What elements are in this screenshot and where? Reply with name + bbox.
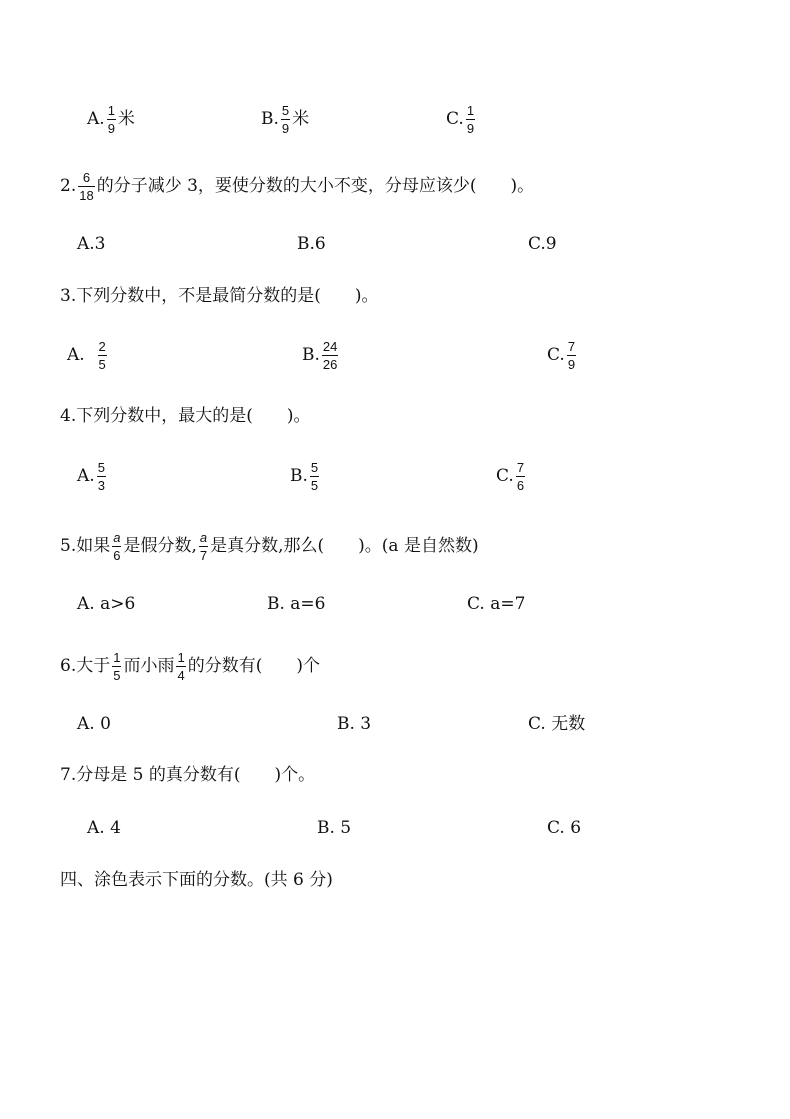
q4-option-c[interactable] [496, 461, 527, 492]
q7-option-b[interactable]: B. 5 [317, 818, 352, 838]
option-label: C. [446, 109, 464, 129]
unit: 米 [117, 109, 135, 129]
fraction: $\frac{7}{9}$ [567, 339, 576, 372]
fraction: $\frac{7}{6}$ [516, 460, 525, 493]
fraction: $\frac{5}{3}$ [97, 460, 105, 493]
fraction: $\frac{a}{6}$ [113, 530, 121, 563]
q7-option-a[interactable]: A. 4 [87, 818, 121, 838]
fraction: $\frac{6}{18}$ [79, 170, 94, 203]
option-label: B. [290, 466, 308, 486]
q7-option-c[interactable]: C. 6 [547, 818, 582, 838]
q1-option-c[interactable] [446, 104, 477, 135]
section-4-heading: 四、涂色表示下面的分数。(共 6 分) [60, 870, 333, 890]
fraction: $\frac{2}{5}$ [98, 339, 106, 372]
fraction: $\frac{5}{5}$ [310, 460, 319, 493]
question-mid: 而小雨 [123, 656, 175, 676]
option-label: C. [547, 345, 565, 365]
q2-option-a[interactable]: A.3 [77, 234, 106, 254]
option-label: A. [67, 345, 85, 365]
q1-option-a[interactable] [87, 104, 135, 135]
option-label: B. [302, 345, 320, 365]
option-label: C. [496, 466, 514, 486]
option-label: B. [261, 109, 279, 129]
q1-option-b[interactable] [261, 104, 309, 135]
fraction: $\frac{5}{9}$ [281, 103, 290, 136]
q5-option-a[interactable]: A. a>6 [77, 594, 136, 614]
option-label: A. [87, 109, 105, 129]
question-prefix: 5.如果 [60, 536, 111, 556]
question-suffix: 是真分数,那么( )。(a 是自然数) [210, 536, 479, 556]
q4-option-b[interactable] [290, 461, 321, 492]
question-2 [60, 171, 534, 202]
q3-option-b[interactable] [302, 340, 340, 371]
fraction: $\frac{24}{26}$ [322, 339, 338, 372]
question-suffix: 的分数有( )个 [187, 656, 320, 676]
q5-option-b[interactable]: B. a=6 [267, 594, 326, 614]
q3-option-a[interactable] [67, 340, 109, 371]
q2-option-b[interactable]: B.6 [297, 234, 326, 254]
option-label: A. [77, 466, 95, 486]
unit: 米 [292, 109, 310, 129]
question-5 [60, 531, 479, 562]
q3-option-c[interactable] [547, 340, 578, 371]
question-mid: 是假分数, [123, 536, 197, 556]
q4-option-a[interactable] [77, 461, 108, 492]
fraction: $\frac{1}{9}$ [107, 103, 115, 136]
fraction: $\frac{a}{7}$ [199, 530, 208, 563]
question-7: 7.分母是 5 的真分数有( )个。 [60, 765, 316, 785]
q2-option-c[interactable]: C.9 [528, 234, 557, 254]
q6-option-a[interactable]: A. 0 [77, 714, 111, 734]
question-3: 3.下列分数中，不是最简分数的是( )。 [60, 286, 379, 306]
question-number: 2. [60, 176, 77, 196]
question-prefix: 6.大于 [60, 656, 111, 676]
q5-option-c[interactable]: C. a=7 [467, 594, 526, 614]
q6-option-c[interactable]: C. 无数 [528, 714, 586, 734]
question-4: 4.下列分数中，最大的是( )。 [60, 406, 311, 426]
question-text: 的分子减少 3，要使分数的大小不变，分母应该少( )。 [96, 176, 535, 196]
fraction: $\frac{1}{5}$ [113, 650, 121, 683]
fraction: $\frac{1}{4}$ [177, 650, 185, 683]
fraction: $\frac{1}{9}$ [466, 103, 475, 136]
q6-option-b[interactable]: B. 3 [337, 714, 372, 734]
question-6 [60, 651, 320, 682]
